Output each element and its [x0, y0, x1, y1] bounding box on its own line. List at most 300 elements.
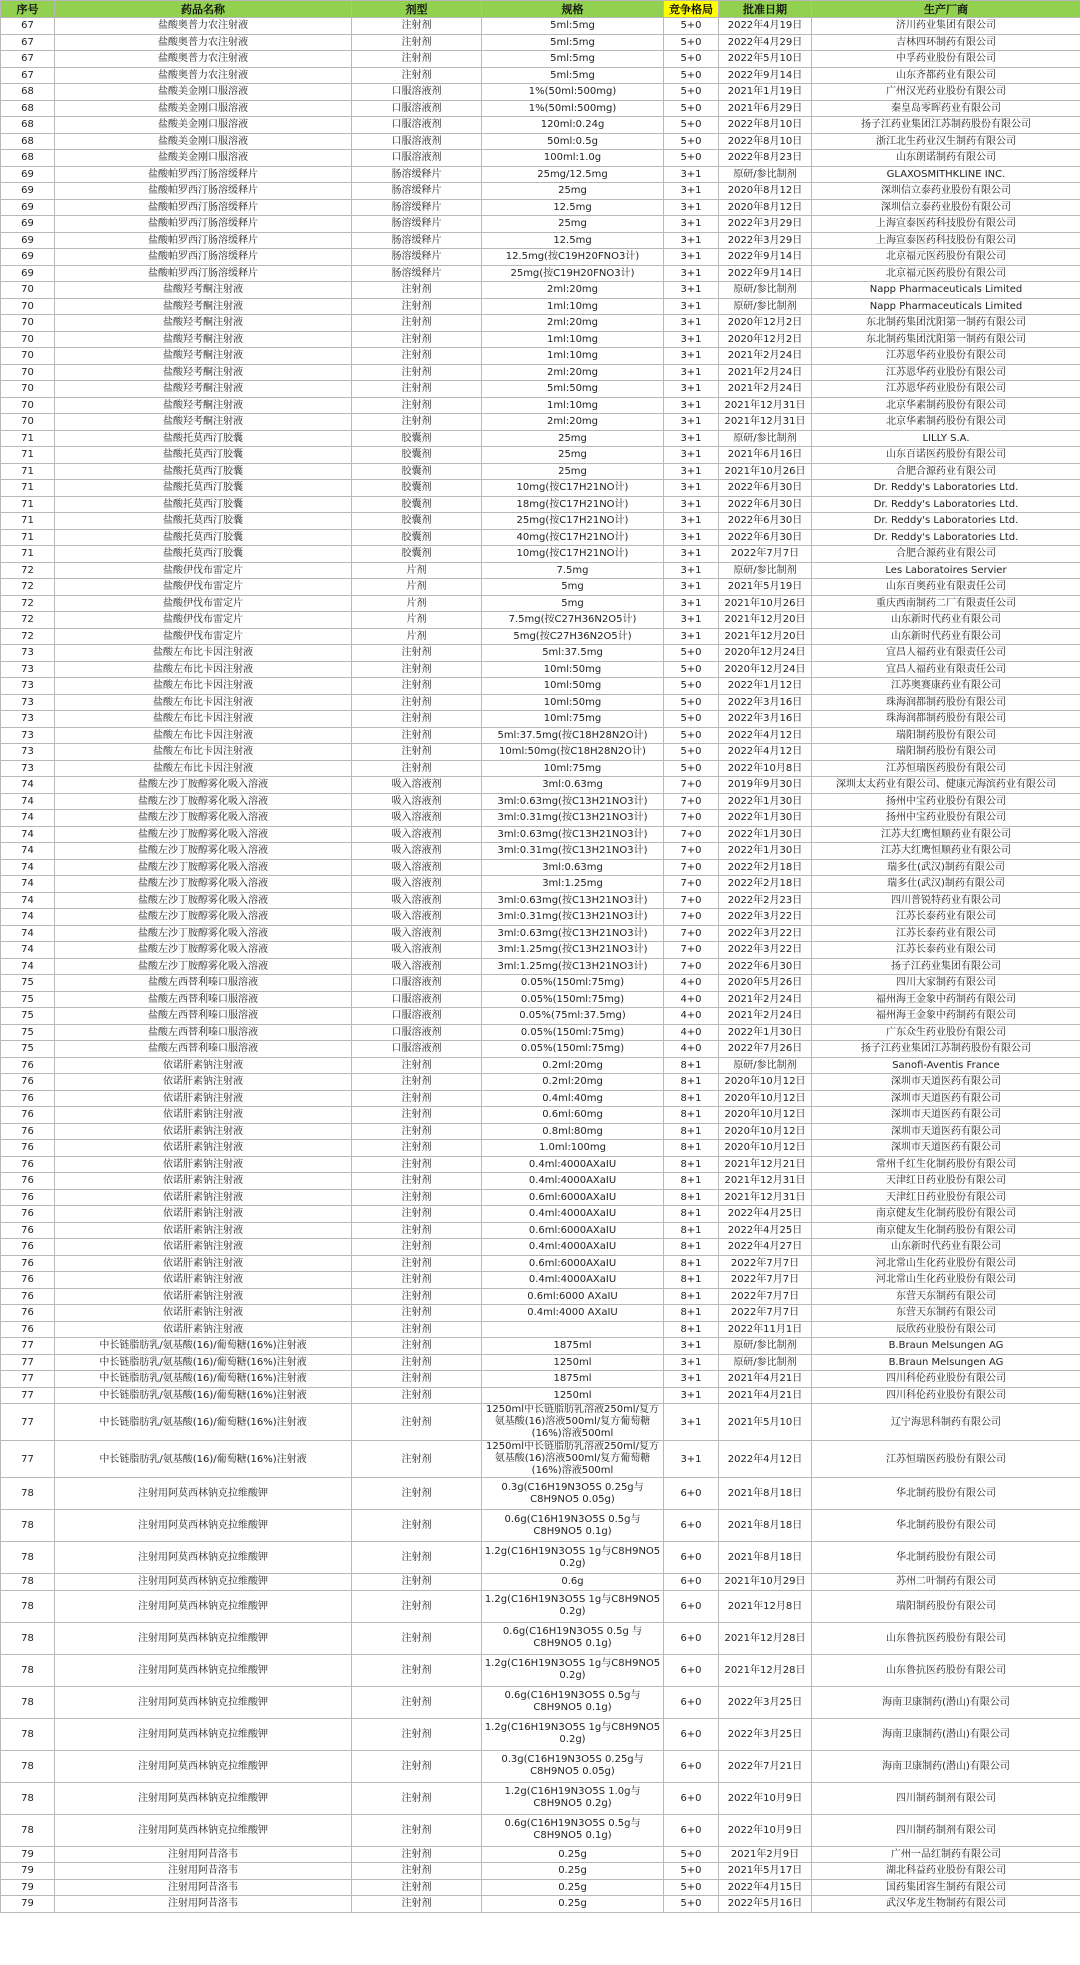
cell-dosage-form: 吸入溶液剂	[352, 892, 482, 909]
cell-manufacturer: 重庆西南制药二厂有限责任公司	[812, 595, 1080, 612]
cell-manufacturer: 扬州中宝药业股份有限公司	[812, 793, 1080, 810]
cell-manufacturer: B.Braun Melsungen AG	[812, 1338, 1080, 1355]
cell-specification: 5ml:37.5mg(按C18H28N2O计)	[482, 727, 664, 744]
table-row	[1, 1622, 1080, 1654]
cell-competition: 3+1	[664, 397, 719, 414]
table-row	[1, 133, 1080, 150]
cell-dosage-form: 注射剂	[352, 1654, 482, 1686]
cell-approval-date: 2020年10月12日	[719, 1074, 812, 1091]
cell-specification: 10ml:75mg	[482, 760, 664, 777]
table-row	[1, 1272, 1080, 1289]
cell-competition: 5+0	[664, 117, 719, 134]
cell-competition: 8+1	[664, 1123, 719, 1140]
table-row	[1, 876, 1080, 893]
cell-specification: 18mg(按C17H21NO计)	[482, 496, 664, 513]
cell-serial: 78	[1, 1542, 55, 1574]
cell-manufacturer: 河北常山生化药业股份有限公司	[812, 1272, 1080, 1289]
cell-serial: 71	[1, 529, 55, 546]
cell-drug-name: 盐酸羟考酮注射液	[55, 315, 352, 332]
cell-dosage-form: 片剂	[352, 579, 482, 596]
table-row	[1, 1371, 1080, 1388]
cell-specification: 0.25g	[482, 1846, 664, 1863]
cell-competition: 5+0	[664, 1846, 719, 1863]
cell-serial: 73	[1, 661, 55, 678]
cell-competition: 3+1	[664, 298, 719, 315]
cell-specification: 3ml:0.63mg	[482, 859, 664, 876]
cell-drug-name: 盐酸托莫西汀胶囊	[55, 463, 352, 480]
cell-approval-date: 2022年6月30日	[719, 480, 812, 497]
cell-competition: 3+1	[664, 364, 719, 381]
cell-drug-name: 注射用阿莫西林钠克拉维酸钾	[55, 1654, 352, 1686]
table-row	[1, 1222, 1080, 1239]
cell-serial: 76	[1, 1272, 55, 1289]
table-row	[1, 909, 1080, 926]
cell-approval-date: 2021年4月21日	[719, 1371, 812, 1388]
cell-serial: 73	[1, 694, 55, 711]
cell-dosage-form: 肠溶缓释片	[352, 199, 482, 216]
cell-specification: 10mg(按C17H21NO计)	[482, 480, 664, 497]
cell-competition: 5+0	[664, 1863, 719, 1880]
cell-manufacturer: 海南卫康制药(潜山)有限公司	[812, 1750, 1080, 1782]
cell-approval-date: 2021年2月24日	[719, 364, 812, 381]
cell-approval-date: 2021年6月29日	[719, 100, 812, 117]
cell-competition: 3+1	[664, 183, 719, 200]
cell-manufacturer: 江苏大红鹰恒顺药业有限公司	[812, 826, 1080, 843]
cell-dosage-form: 注射剂	[352, 1478, 482, 1510]
cell-competition: 3+1	[664, 1404, 719, 1441]
cell-serial: 76	[1, 1321, 55, 1338]
cell-dosage-form: 注射剂	[352, 678, 482, 695]
cell-specification: 1ml:10mg	[482, 298, 664, 315]
cell-serial: 69	[1, 216, 55, 233]
cell-serial: 72	[1, 595, 55, 612]
cell-manufacturer: Dr. Reddy's Laboratories Ltd.	[812, 529, 1080, 546]
cell-drug-name: 注射用阿莫西林钠克拉维酸钾	[55, 1814, 352, 1846]
cell-dosage-form: 注射剂	[352, 348, 482, 365]
cell-manufacturer: 江苏长泰药业有限公司	[812, 925, 1080, 942]
cell-manufacturer: 四川科伦药业股份有限公司	[812, 1387, 1080, 1404]
cell-drug-name: 盐酸左布比卡因注射液	[55, 645, 352, 662]
cell-dosage-form: 吸入溶液剂	[352, 777, 482, 794]
cell-specification: 0.6g	[482, 1574, 664, 1591]
cell-serial: 67	[1, 67, 55, 84]
cell-manufacturer: 苏州二叶制药有限公司	[812, 1574, 1080, 1591]
cell-manufacturer: 宜昌人福药业有限责任公司	[812, 661, 1080, 678]
cell-competition: 3+1	[664, 331, 719, 348]
cell-drug-name: 盐酸伊伐布雷定片	[55, 562, 352, 579]
table-row	[1, 1782, 1080, 1814]
cell-dosage-form: 注射剂	[352, 661, 482, 678]
cell-dosage-form: 肠溶缓释片	[352, 265, 482, 282]
cell-drug-name: 中长链脂肪乳/氨基酸(16)/葡萄糖(16%)注射液	[55, 1354, 352, 1371]
table-row	[1, 777, 1080, 794]
cell-serial: 74	[1, 876, 55, 893]
cell-manufacturer: 深圳市天道医药有限公司	[812, 1074, 1080, 1091]
cell-dosage-form: 肠溶缓释片	[352, 216, 482, 233]
cell-competition: 6+0	[664, 1654, 719, 1686]
cell-competition: 8+1	[664, 1057, 719, 1074]
cell-specification: 25mg(按C17H21NO计)	[482, 513, 664, 530]
cell-manufacturer: 中孚药业股份有限公司	[812, 51, 1080, 68]
cell-dosage-form: 注射剂	[352, 1288, 482, 1305]
cell-drug-name: 盐酸帕罗西汀肠溶缓释片	[55, 216, 352, 233]
cell-approval-date: 2022年4月12日	[719, 727, 812, 744]
cell-approval-date: 2021年12月21日	[719, 1156, 812, 1173]
table-row	[1, 18, 1080, 35]
cell-drug-name: 注射用阿昔洛韦	[55, 1846, 352, 1863]
cell-competition: 7+0	[664, 810, 719, 827]
cell-approval-date: 2021年12月31日	[719, 414, 812, 431]
cell-competition: 7+0	[664, 859, 719, 876]
table-row	[1, 1387, 1080, 1404]
cell-competition: 6+0	[664, 1718, 719, 1750]
header-drug-name: 药品名称	[55, 1, 352, 18]
cell-manufacturer: 江苏恒瑞医药股份有限公司	[812, 1441, 1080, 1478]
cell-serial: 75	[1, 1024, 55, 1041]
cell-serial: 78	[1, 1478, 55, 1510]
table-row	[1, 216, 1080, 233]
cell-manufacturer: 海南卫康制药(潜山)有限公司	[812, 1686, 1080, 1718]
cell-drug-name: 依诺肝素钠注射液	[55, 1107, 352, 1124]
cell-specification: 25mg/12.5mg	[482, 166, 664, 183]
cell-specification: 0.6ml:6000AXaIU	[482, 1189, 664, 1206]
cell-serial: 77	[1, 1404, 55, 1441]
cell-approval-date: 2021年4月21日	[719, 1387, 812, 1404]
cell-drug-name: 注射用阿莫西林钠克拉维酸钾	[55, 1622, 352, 1654]
cell-approval-date: 2022年4月15日	[719, 1879, 812, 1896]
cell-competition: 6+0	[664, 1478, 719, 1510]
cell-approval-date: 2022年4月29日	[719, 34, 812, 51]
cell-dosage-form: 口服溶液剂	[352, 1008, 482, 1025]
cell-approval-date: 2021年10月29日	[719, 1574, 812, 1591]
cell-specification: 5ml:37.5mg	[482, 645, 664, 662]
cell-approval-date: 2022年6月30日	[719, 496, 812, 513]
table-row	[1, 1750, 1080, 1782]
cell-specification: 1250ml	[482, 1387, 664, 1404]
cell-drug-name: 盐酸托莫西汀胶囊	[55, 513, 352, 530]
cell-serial: 73	[1, 760, 55, 777]
cell-manufacturer: LILLY S.A.	[812, 430, 1080, 447]
cell-serial: 74	[1, 826, 55, 843]
cell-serial: 70	[1, 364, 55, 381]
cell-serial: 70	[1, 331, 55, 348]
cell-manufacturer: 扬子江药业集团江苏制药股份有限公司	[812, 1041, 1080, 1058]
cell-dosage-form: 注射剂	[352, 1718, 482, 1750]
cell-competition: 3+1	[664, 1354, 719, 1371]
cell-specification: 10ml:50mg	[482, 678, 664, 695]
cell-approval-date: 原研/参比制剂	[719, 562, 812, 579]
cell-drug-name: 注射用阿莫西林钠克拉维酸钾	[55, 1542, 352, 1574]
cell-approval-date: 2021年12月8日	[719, 1590, 812, 1622]
cell-drug-name: 盐酸伊伐布雷定片	[55, 595, 352, 612]
cell-approval-date: 2020年12月2日	[719, 315, 812, 332]
cell-manufacturer: 北京福元医药股份有限公司	[812, 249, 1080, 266]
cell-dosage-form: 肠溶缓释片	[352, 183, 482, 200]
cell-manufacturer: 秦皇岛零晖药业有限公司	[812, 100, 1080, 117]
cell-serial: 78	[1, 1510, 55, 1542]
cell-drug-name: 盐酸伊伐布雷定片	[55, 579, 352, 596]
cell-approval-date: 2020年12月24日	[719, 645, 812, 662]
cell-competition: 3+1	[664, 232, 719, 249]
cell-specification: 100ml:1.0g	[482, 150, 664, 167]
cell-drug-name: 盐酸左布比卡因注射液	[55, 760, 352, 777]
cell-drug-name: 盐酸左沙丁胺醇雾化吸入溶液	[55, 793, 352, 810]
table-row	[1, 645, 1080, 662]
cell-dosage-form: 注射剂	[352, 1255, 482, 1272]
cell-drug-name: 盐酸奥普力农注射液	[55, 18, 352, 35]
table-row	[1, 496, 1080, 513]
cell-manufacturer: 江苏长泰药业有限公司	[812, 909, 1080, 926]
cell-approval-date: 原研/参比制剂	[719, 1057, 812, 1074]
cell-approval-date: 2022年9月14日	[719, 265, 812, 282]
cell-drug-name: 注射用阿莫西林钠克拉维酸钾	[55, 1750, 352, 1782]
cell-specification: 0.25g	[482, 1896, 664, 1913]
cell-competition: 3+1	[664, 430, 719, 447]
cell-drug-name: 盐酸左西替利嗪口服溶液	[55, 991, 352, 1008]
table-row	[1, 1404, 1080, 1441]
cell-approval-date: 2022年8月10日	[719, 133, 812, 150]
cell-drug-name: 注射用阿莫西林钠克拉维酸钾	[55, 1782, 352, 1814]
cell-manufacturer: 扬子江药业集团有限公司	[812, 958, 1080, 975]
cell-drug-name: 盐酸羟考酮注射液	[55, 397, 352, 414]
cell-serial: 70	[1, 381, 55, 398]
cell-drug-name: 依诺肝素钠注射液	[55, 1305, 352, 1322]
cell-manufacturer: 山东百奥药业有限责任公司	[812, 579, 1080, 596]
cell-dosage-form: 注射剂	[352, 1239, 482, 1256]
cell-specification: 7.5mg(按C27H36N2O5计)	[482, 612, 664, 629]
cell-manufacturer: 四川科伦药业股份有限公司	[812, 1371, 1080, 1388]
cell-serial: 70	[1, 282, 55, 299]
cell-dosage-form: 口服溶液剂	[352, 100, 482, 117]
cell-drug-name: 盐酸羟考酮注射液	[55, 348, 352, 365]
cell-competition: 3+1	[664, 463, 719, 480]
table-row	[1, 1686, 1080, 1718]
cell-competition: 3+1	[664, 1387, 719, 1404]
cell-serial: 74	[1, 942, 55, 959]
cell-approval-date: 2022年9月14日	[719, 249, 812, 266]
cell-approval-date: 2021年2月9日	[719, 1846, 812, 1863]
cell-competition: 6+0	[664, 1782, 719, 1814]
cell-dosage-form: 吸入溶液剂	[352, 859, 482, 876]
cell-manufacturer: GLAXOSMITHKLINE INC.	[812, 166, 1080, 183]
cell-dosage-form: 片剂	[352, 595, 482, 612]
cell-manufacturer: 武汉华龙生物制药有限公司	[812, 1896, 1080, 1913]
cell-manufacturer: 山东朗诺制药有限公司	[812, 150, 1080, 167]
cell-dosage-form: 胶囊剂	[352, 463, 482, 480]
cell-dosage-form: 注射剂	[352, 1305, 482, 1322]
header-dosage-form: 剂型	[352, 1, 482, 18]
cell-competition: 3+1	[664, 513, 719, 530]
cell-serial: 78	[1, 1814, 55, 1846]
table-row	[1, 1542, 1080, 1574]
cell-approval-date: 2022年3月22日	[719, 909, 812, 926]
cell-manufacturer: 辰欣药业股份有限公司	[812, 1321, 1080, 1338]
cell-dosage-form: 吸入溶液剂	[352, 876, 482, 893]
cell-specification: 5mg(按C27H36N2O5计)	[482, 628, 664, 645]
cell-manufacturer: 瑞多仕(武汉)制药有限公司	[812, 876, 1080, 893]
cell-drug-name: 盐酸托莫西汀胶囊	[55, 480, 352, 497]
cell-manufacturer: 江苏恩华药业股份有限公司	[812, 348, 1080, 365]
cell-serial: 79	[1, 1863, 55, 1880]
cell-dosage-form: 口服溶液剂	[352, 150, 482, 167]
cell-competition: 3+1	[664, 1441, 719, 1478]
cell-manufacturer: 合肥合源药业有限公司	[812, 463, 1080, 480]
cell-dosage-form: 吸入溶液剂	[352, 909, 482, 926]
table-row	[1, 397, 1080, 414]
cell-specification: 0.05%(150ml:75mg)	[482, 991, 664, 1008]
cell-competition: 5+0	[664, 133, 719, 150]
cell-drug-name: 注射用阿莫西林钠克拉维酸钾	[55, 1718, 352, 1750]
cell-drug-name: 盐酸左布比卡因注射液	[55, 727, 352, 744]
cell-serial: 75	[1, 975, 55, 992]
cell-drug-name: 盐酸左西替利嗪口服溶液	[55, 975, 352, 992]
cell-specification: 50ml:0.5g	[482, 133, 664, 150]
cell-manufacturer: Les Laboratoires Servier	[812, 562, 1080, 579]
header-serial: 序号	[1, 1, 55, 18]
cell-approval-date: 2022年1月30日	[719, 793, 812, 810]
cell-manufacturer: 南京健友生化制药股份有限公司	[812, 1222, 1080, 1239]
cell-approval-date: 2021年12月31日	[719, 397, 812, 414]
cell-competition: 6+0	[664, 1542, 719, 1574]
cell-manufacturer: 上海宣泰医药科技股份有限公司	[812, 232, 1080, 249]
cell-manufacturer: 天津红日药业股份有限公司	[812, 1189, 1080, 1206]
cell-drug-name: 盐酸托莫西汀胶囊	[55, 546, 352, 563]
cell-competition: 7+0	[664, 793, 719, 810]
cell-drug-name: 中长链脂肪乳/氨基酸(16)/葡萄糖(16%)注射液	[55, 1338, 352, 1355]
cell-specification: 5ml:5mg	[482, 18, 664, 35]
table-row	[1, 447, 1080, 464]
cell-dosage-form: 吸入溶液剂	[352, 793, 482, 810]
cell-specification: 0.05%(150ml:75mg)	[482, 1024, 664, 1041]
cell-competition: 8+1	[664, 1090, 719, 1107]
cell-drug-name: 盐酸左沙丁胺醇雾化吸入溶液	[55, 810, 352, 827]
table-row	[1, 975, 1080, 992]
table-row	[1, 793, 1080, 810]
cell-drug-name: 依诺肝素钠注射液	[55, 1321, 352, 1338]
cell-dosage-form: 注射剂	[352, 1156, 482, 1173]
table-row	[1, 480, 1080, 497]
cell-serial: 68	[1, 150, 55, 167]
cell-drug-name: 依诺肝素钠注射液	[55, 1173, 352, 1190]
cell-drug-name: 盐酸帕罗西汀肠溶缓释片	[55, 265, 352, 282]
cell-specification: 1875ml	[482, 1371, 664, 1388]
cell-specification: 3ml:1.25mg(按C13H21NO3计)	[482, 942, 664, 959]
cell-manufacturer: 国药集团容生制药有限公司	[812, 1879, 1080, 1896]
cell-dosage-form: 胶囊剂	[352, 480, 482, 497]
cell-approval-date: 2021年1月19日	[719, 84, 812, 101]
cell-serial: 74	[1, 958, 55, 975]
cell-competition: 6+0	[664, 1622, 719, 1654]
cell-competition: 3+1	[664, 612, 719, 629]
cell-competition: 8+1	[664, 1173, 719, 1190]
cell-specification: 0.4ml:4000AXaIU	[482, 1206, 664, 1223]
cell-dosage-form: 注射剂	[352, 1057, 482, 1074]
cell-specification: 2ml:20mg	[482, 364, 664, 381]
cell-drug-name: 注射用阿莫西林钠克拉维酸钾	[55, 1510, 352, 1542]
cell-approval-date: 2022年4月12日	[719, 1441, 812, 1478]
cell-serial: 70	[1, 298, 55, 315]
table-row	[1, 199, 1080, 216]
cell-manufacturer: Napp Pharmaceuticals Limited	[812, 282, 1080, 299]
cell-serial: 74	[1, 843, 55, 860]
cell-manufacturer: Dr. Reddy's Laboratories Ltd.	[812, 496, 1080, 513]
cell-dosage-form: 注射剂	[352, 381, 482, 398]
cell-manufacturer: 深圳市天道医药有限公司	[812, 1107, 1080, 1124]
cell-competition: 7+0	[664, 876, 719, 893]
cell-serial: 76	[1, 1305, 55, 1322]
cell-drug-name: 盐酸左布比卡因注射液	[55, 711, 352, 728]
cell-competition: 3+1	[664, 1371, 719, 1388]
cell-drug-name: 依诺肝素钠注射液	[55, 1255, 352, 1272]
cell-specification: 0.4ml:4000AXaIU	[482, 1156, 664, 1173]
table-row	[1, 183, 1080, 200]
cell-approval-date: 2021年8月18日	[719, 1478, 812, 1510]
cell-manufacturer: 东北制药集团沈阳第一制药有限公司	[812, 331, 1080, 348]
cell-competition: 5+0	[664, 51, 719, 68]
table-row	[1, 1718, 1080, 1750]
cell-manufacturer: 山东新时代药业有限公司	[812, 628, 1080, 645]
cell-manufacturer: 广州汉光药业股份有限公司	[812, 84, 1080, 101]
cell-specification: 0.2ml:20mg	[482, 1057, 664, 1074]
cell-competition: 7+0	[664, 843, 719, 860]
cell-dosage-form: 口服溶液剂	[352, 84, 482, 101]
cell-competition: 8+1	[664, 1206, 719, 1223]
cell-manufacturer: 瑞阳制药股份有限公司	[812, 727, 1080, 744]
table-row	[1, 513, 1080, 530]
cell-drug-name: 盐酸羟考酮注射液	[55, 381, 352, 398]
cell-approval-date: 2022年1月30日	[719, 810, 812, 827]
cell-manufacturer: 深圳太太药业有限公司、健康元海滨药业有限公司	[812, 777, 1080, 794]
cell-dosage-form: 注射剂	[352, 1782, 482, 1814]
table-row	[1, 51, 1080, 68]
cell-competition: 4+0	[664, 1041, 719, 1058]
cell-specification: 0.4ml:40mg	[482, 1090, 664, 1107]
cell-dosage-form: 注射剂	[352, 1387, 482, 1404]
cell-competition: 5+0	[664, 694, 719, 711]
cell-specification: 0.4ml:4000AXaIU	[482, 1239, 664, 1256]
cell-specification: 10ml:50mg(按C18H28N2O计)	[482, 744, 664, 761]
cell-competition: 3+1	[664, 562, 719, 579]
cell-manufacturer: B.Braun Melsungen AG	[812, 1354, 1080, 1371]
cell-specification: 1250ml中长链脂肪乳溶液250ml/复方氨基酸(16)溶液500ml/复方葡萄糖(16%)溶液500ml	[482, 1441, 664, 1478]
cell-competition: 6+0	[664, 1574, 719, 1591]
cell-approval-date: 2022年7月26日	[719, 1041, 812, 1058]
cell-dosage-form: 注射剂	[352, 51, 482, 68]
cell-dosage-form: 吸入溶液剂	[352, 925, 482, 942]
cell-serial: 72	[1, 579, 55, 596]
table-row	[1, 265, 1080, 282]
cell-approval-date: 2021年12月20日	[719, 612, 812, 629]
table-row	[1, 1255, 1080, 1272]
cell-competition: 7+0	[664, 958, 719, 975]
cell-dosage-form: 胶囊剂	[352, 529, 482, 546]
cell-approval-date: 2022年7月21日	[719, 1750, 812, 1782]
cell-approval-date: 2022年2月18日	[719, 859, 812, 876]
cell-dosage-form: 注射剂	[352, 1863, 482, 1880]
cell-specification: 2ml:20mg	[482, 282, 664, 299]
cell-manufacturer: 珠海润都制药股份有限公司	[812, 694, 1080, 711]
cell-dosage-form: 口服溶液剂	[352, 1041, 482, 1058]
cell-approval-date: 原研/参比制剂	[719, 430, 812, 447]
cell-approval-date: 2022年7月7日	[719, 546, 812, 563]
table-row	[1, 1654, 1080, 1686]
cell-dosage-form: 胶囊剂	[352, 430, 482, 447]
cell-dosage-form: 注射剂	[352, 1074, 482, 1091]
cell-drug-name: 依诺肝素钠注射液	[55, 1090, 352, 1107]
table-row	[1, 612, 1080, 629]
table-row	[1, 1590, 1080, 1622]
cell-serial: 76	[1, 1222, 55, 1239]
